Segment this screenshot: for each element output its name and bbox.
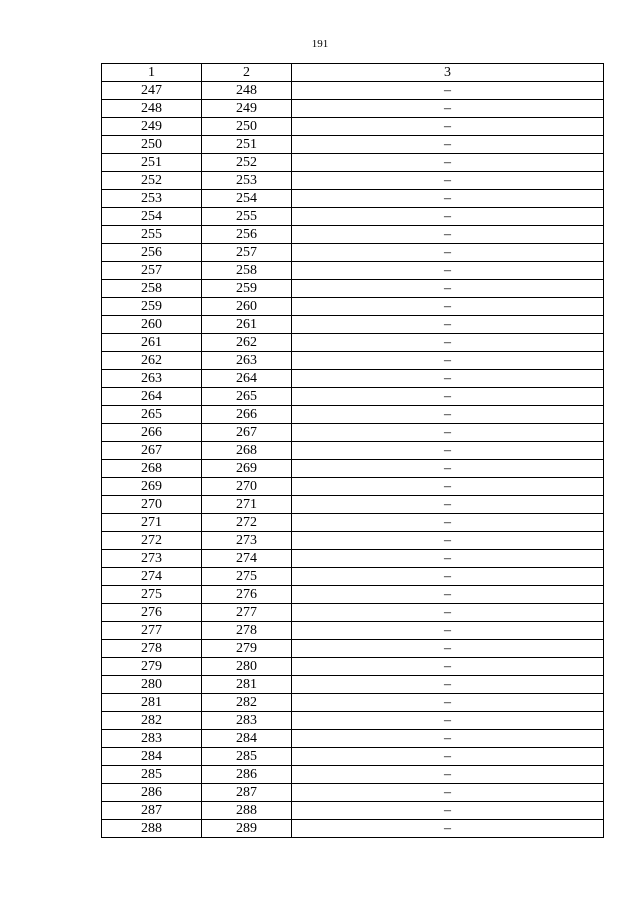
table-cell: 283 bbox=[202, 712, 292, 730]
table-header bbox=[102, 64, 604, 82]
table-cell: – bbox=[292, 748, 604, 766]
table-cell: 257 bbox=[102, 262, 202, 280]
table-cell: 278 bbox=[202, 622, 292, 640]
table-cell: 277 bbox=[102, 622, 202, 640]
table-cell: – bbox=[292, 280, 604, 298]
table-cell: 276 bbox=[102, 604, 202, 622]
table-cell: 252 bbox=[102, 172, 202, 190]
table-cell: 250 bbox=[102, 136, 202, 154]
table-row bbox=[102, 766, 604, 784]
table-cell: – bbox=[292, 496, 604, 514]
table-cell: – bbox=[292, 514, 604, 532]
table-row bbox=[102, 82, 604, 100]
table-cell: 266 bbox=[202, 406, 292, 424]
table-row bbox=[102, 208, 604, 226]
table-cell: 254 bbox=[102, 208, 202, 226]
table-cell: 274 bbox=[102, 568, 202, 586]
table-row bbox=[102, 424, 604, 442]
table-row bbox=[102, 784, 604, 802]
table-cell: 262 bbox=[102, 352, 202, 370]
table-row bbox=[102, 676, 604, 694]
table-cell: 279 bbox=[202, 640, 292, 658]
table-cell: 277 bbox=[202, 604, 292, 622]
table-row bbox=[102, 712, 604, 730]
table-cell: 264 bbox=[202, 370, 292, 388]
table-cell: 261 bbox=[202, 316, 292, 334]
table-row bbox=[102, 118, 604, 136]
table-cell: 280 bbox=[102, 676, 202, 694]
table-cell: – bbox=[292, 424, 604, 442]
table-cell: 255 bbox=[202, 208, 292, 226]
table-cell: 269 bbox=[102, 478, 202, 496]
table-row bbox=[102, 226, 604, 244]
table-cell: 253 bbox=[102, 190, 202, 208]
table-cell: – bbox=[292, 406, 604, 424]
table-cell: 288 bbox=[202, 802, 292, 820]
table-cell: 249 bbox=[202, 100, 292, 118]
table-cell: 271 bbox=[102, 514, 202, 532]
column-header: 3 bbox=[292, 64, 604, 82]
table-row bbox=[102, 802, 604, 820]
table-row bbox=[102, 532, 604, 550]
table-cell: 275 bbox=[102, 586, 202, 604]
table-cell: 286 bbox=[202, 766, 292, 784]
table-cell: 268 bbox=[202, 442, 292, 460]
table-row bbox=[102, 622, 604, 640]
table-cell: 280 bbox=[202, 658, 292, 676]
header-row bbox=[102, 64, 604, 82]
table-cell: 287 bbox=[102, 802, 202, 820]
table-cell: – bbox=[292, 334, 604, 352]
table-cell: – bbox=[292, 604, 604, 622]
table-row bbox=[102, 640, 604, 658]
table-row bbox=[102, 550, 604, 568]
table-row bbox=[102, 748, 604, 766]
table-cell: 262 bbox=[202, 334, 292, 352]
table-cell: 263 bbox=[202, 352, 292, 370]
table-row bbox=[102, 352, 604, 370]
table-cell: 251 bbox=[102, 154, 202, 172]
table-row bbox=[102, 244, 604, 262]
table-cell: – bbox=[292, 100, 604, 118]
table-cell: 287 bbox=[202, 784, 292, 802]
data-table bbox=[101, 63, 604, 838]
table-cell: – bbox=[292, 370, 604, 388]
table-cell: 253 bbox=[202, 172, 292, 190]
page-number: 191 bbox=[311, 38, 329, 50]
table-body bbox=[102, 82, 604, 838]
table-cell: 256 bbox=[202, 226, 292, 244]
table-cell: 274 bbox=[202, 550, 292, 568]
table-cell: 269 bbox=[202, 460, 292, 478]
table-cell: – bbox=[292, 658, 604, 676]
table-cell: – bbox=[292, 820, 604, 838]
table-row bbox=[102, 478, 604, 496]
table-cell: 284 bbox=[202, 730, 292, 748]
table-row bbox=[102, 262, 604, 280]
table-cell: – bbox=[292, 442, 604, 460]
table-cell: – bbox=[292, 136, 604, 154]
table-cell: – bbox=[292, 532, 604, 550]
table-cell: 283 bbox=[102, 730, 202, 748]
table-cell: 284 bbox=[102, 748, 202, 766]
table-row bbox=[102, 586, 604, 604]
table-cell: – bbox=[292, 388, 604, 406]
table-cell: 260 bbox=[102, 316, 202, 334]
table-cell: 272 bbox=[102, 532, 202, 550]
table-cell: – bbox=[292, 316, 604, 334]
table-cell: – bbox=[292, 586, 604, 604]
table-cell: 282 bbox=[202, 694, 292, 712]
table-cell: – bbox=[292, 262, 604, 280]
table-cell: 251 bbox=[202, 136, 292, 154]
table-cell: – bbox=[292, 802, 604, 820]
table-cell: 250 bbox=[202, 118, 292, 136]
table-row bbox=[102, 100, 604, 118]
table-cell: – bbox=[292, 298, 604, 316]
table-cell: – bbox=[292, 730, 604, 748]
table-cell: 256 bbox=[102, 244, 202, 262]
table-cell: – bbox=[292, 190, 604, 208]
table-cell: 267 bbox=[102, 442, 202, 460]
column-header: 2 bbox=[202, 64, 292, 82]
table-cell: 247 bbox=[102, 82, 202, 100]
table-cell: – bbox=[292, 244, 604, 262]
table-cell: 267 bbox=[202, 424, 292, 442]
table-row bbox=[102, 388, 604, 406]
table-cell: 252 bbox=[202, 154, 292, 172]
table-row bbox=[102, 496, 604, 514]
table-row bbox=[102, 460, 604, 478]
table-row bbox=[102, 334, 604, 352]
table-cell: – bbox=[292, 460, 604, 478]
table-cell: 264 bbox=[102, 388, 202, 406]
table-cell: 288 bbox=[102, 820, 202, 838]
table-cell: 263 bbox=[102, 370, 202, 388]
table-cell: – bbox=[292, 712, 604, 730]
table-cell: 265 bbox=[102, 406, 202, 424]
table-cell: 273 bbox=[202, 532, 292, 550]
table-row bbox=[102, 154, 604, 172]
table-cell: – bbox=[292, 784, 604, 802]
table-row bbox=[102, 280, 604, 298]
table-cell: – bbox=[292, 622, 604, 640]
table-cell: 261 bbox=[102, 334, 202, 352]
table-cell: – bbox=[292, 118, 604, 136]
column-header: 1 bbox=[102, 64, 202, 82]
table-cell: 270 bbox=[202, 478, 292, 496]
table-cell: 270 bbox=[102, 496, 202, 514]
table-cell: – bbox=[292, 640, 604, 658]
table-cell: 281 bbox=[202, 676, 292, 694]
table-cell: 248 bbox=[202, 82, 292, 100]
table-cell: – bbox=[292, 766, 604, 784]
table-row bbox=[102, 136, 604, 154]
table-cell: – bbox=[292, 550, 604, 568]
table-cell: – bbox=[292, 478, 604, 496]
table-cell: 285 bbox=[202, 748, 292, 766]
table-row bbox=[102, 730, 604, 748]
table-cell: – bbox=[292, 208, 604, 226]
table-cell: 265 bbox=[202, 388, 292, 406]
table-row bbox=[102, 694, 604, 712]
table-cell: 258 bbox=[202, 262, 292, 280]
table-row bbox=[102, 316, 604, 334]
table-cell: – bbox=[292, 226, 604, 244]
table-cell: – bbox=[292, 82, 604, 100]
table-cell: 289 bbox=[202, 820, 292, 838]
table-cell: 271 bbox=[202, 496, 292, 514]
table-cell: – bbox=[292, 676, 604, 694]
table-cell: 273 bbox=[102, 550, 202, 568]
table-cell: 282 bbox=[102, 712, 202, 730]
table-row bbox=[102, 820, 604, 838]
table-cell: 281 bbox=[102, 694, 202, 712]
table-cell: 285 bbox=[102, 766, 202, 784]
table-cell: 268 bbox=[102, 460, 202, 478]
table-cell: 279 bbox=[102, 658, 202, 676]
table-cell: 254 bbox=[202, 190, 292, 208]
table-cell: – bbox=[292, 352, 604, 370]
table-cell: 248 bbox=[102, 100, 202, 118]
table-cell: – bbox=[292, 172, 604, 190]
table-cell: 258 bbox=[102, 280, 202, 298]
table-cell: 259 bbox=[102, 298, 202, 316]
table-row bbox=[102, 298, 604, 316]
table-cell: 249 bbox=[102, 118, 202, 136]
table-cell: 255 bbox=[102, 226, 202, 244]
table-cell: 257 bbox=[202, 244, 292, 262]
table-cell: 260 bbox=[202, 298, 292, 316]
table-row bbox=[102, 514, 604, 532]
table-cell: 286 bbox=[102, 784, 202, 802]
table-cell: – bbox=[292, 568, 604, 586]
table-cell: 259 bbox=[202, 280, 292, 298]
table-row bbox=[102, 172, 604, 190]
table-row bbox=[102, 370, 604, 388]
table-cell: 275 bbox=[202, 568, 292, 586]
table-row bbox=[102, 658, 604, 676]
table-row bbox=[102, 190, 604, 208]
table-cell: 272 bbox=[202, 514, 292, 532]
table-row bbox=[102, 604, 604, 622]
table-row bbox=[102, 406, 604, 424]
table-cell: 266 bbox=[102, 424, 202, 442]
table-cell: 276 bbox=[202, 586, 292, 604]
table-row bbox=[102, 568, 604, 586]
table-row bbox=[102, 442, 604, 460]
table-cell: – bbox=[292, 694, 604, 712]
table-cell: 278 bbox=[102, 640, 202, 658]
table-cell: – bbox=[292, 154, 604, 172]
